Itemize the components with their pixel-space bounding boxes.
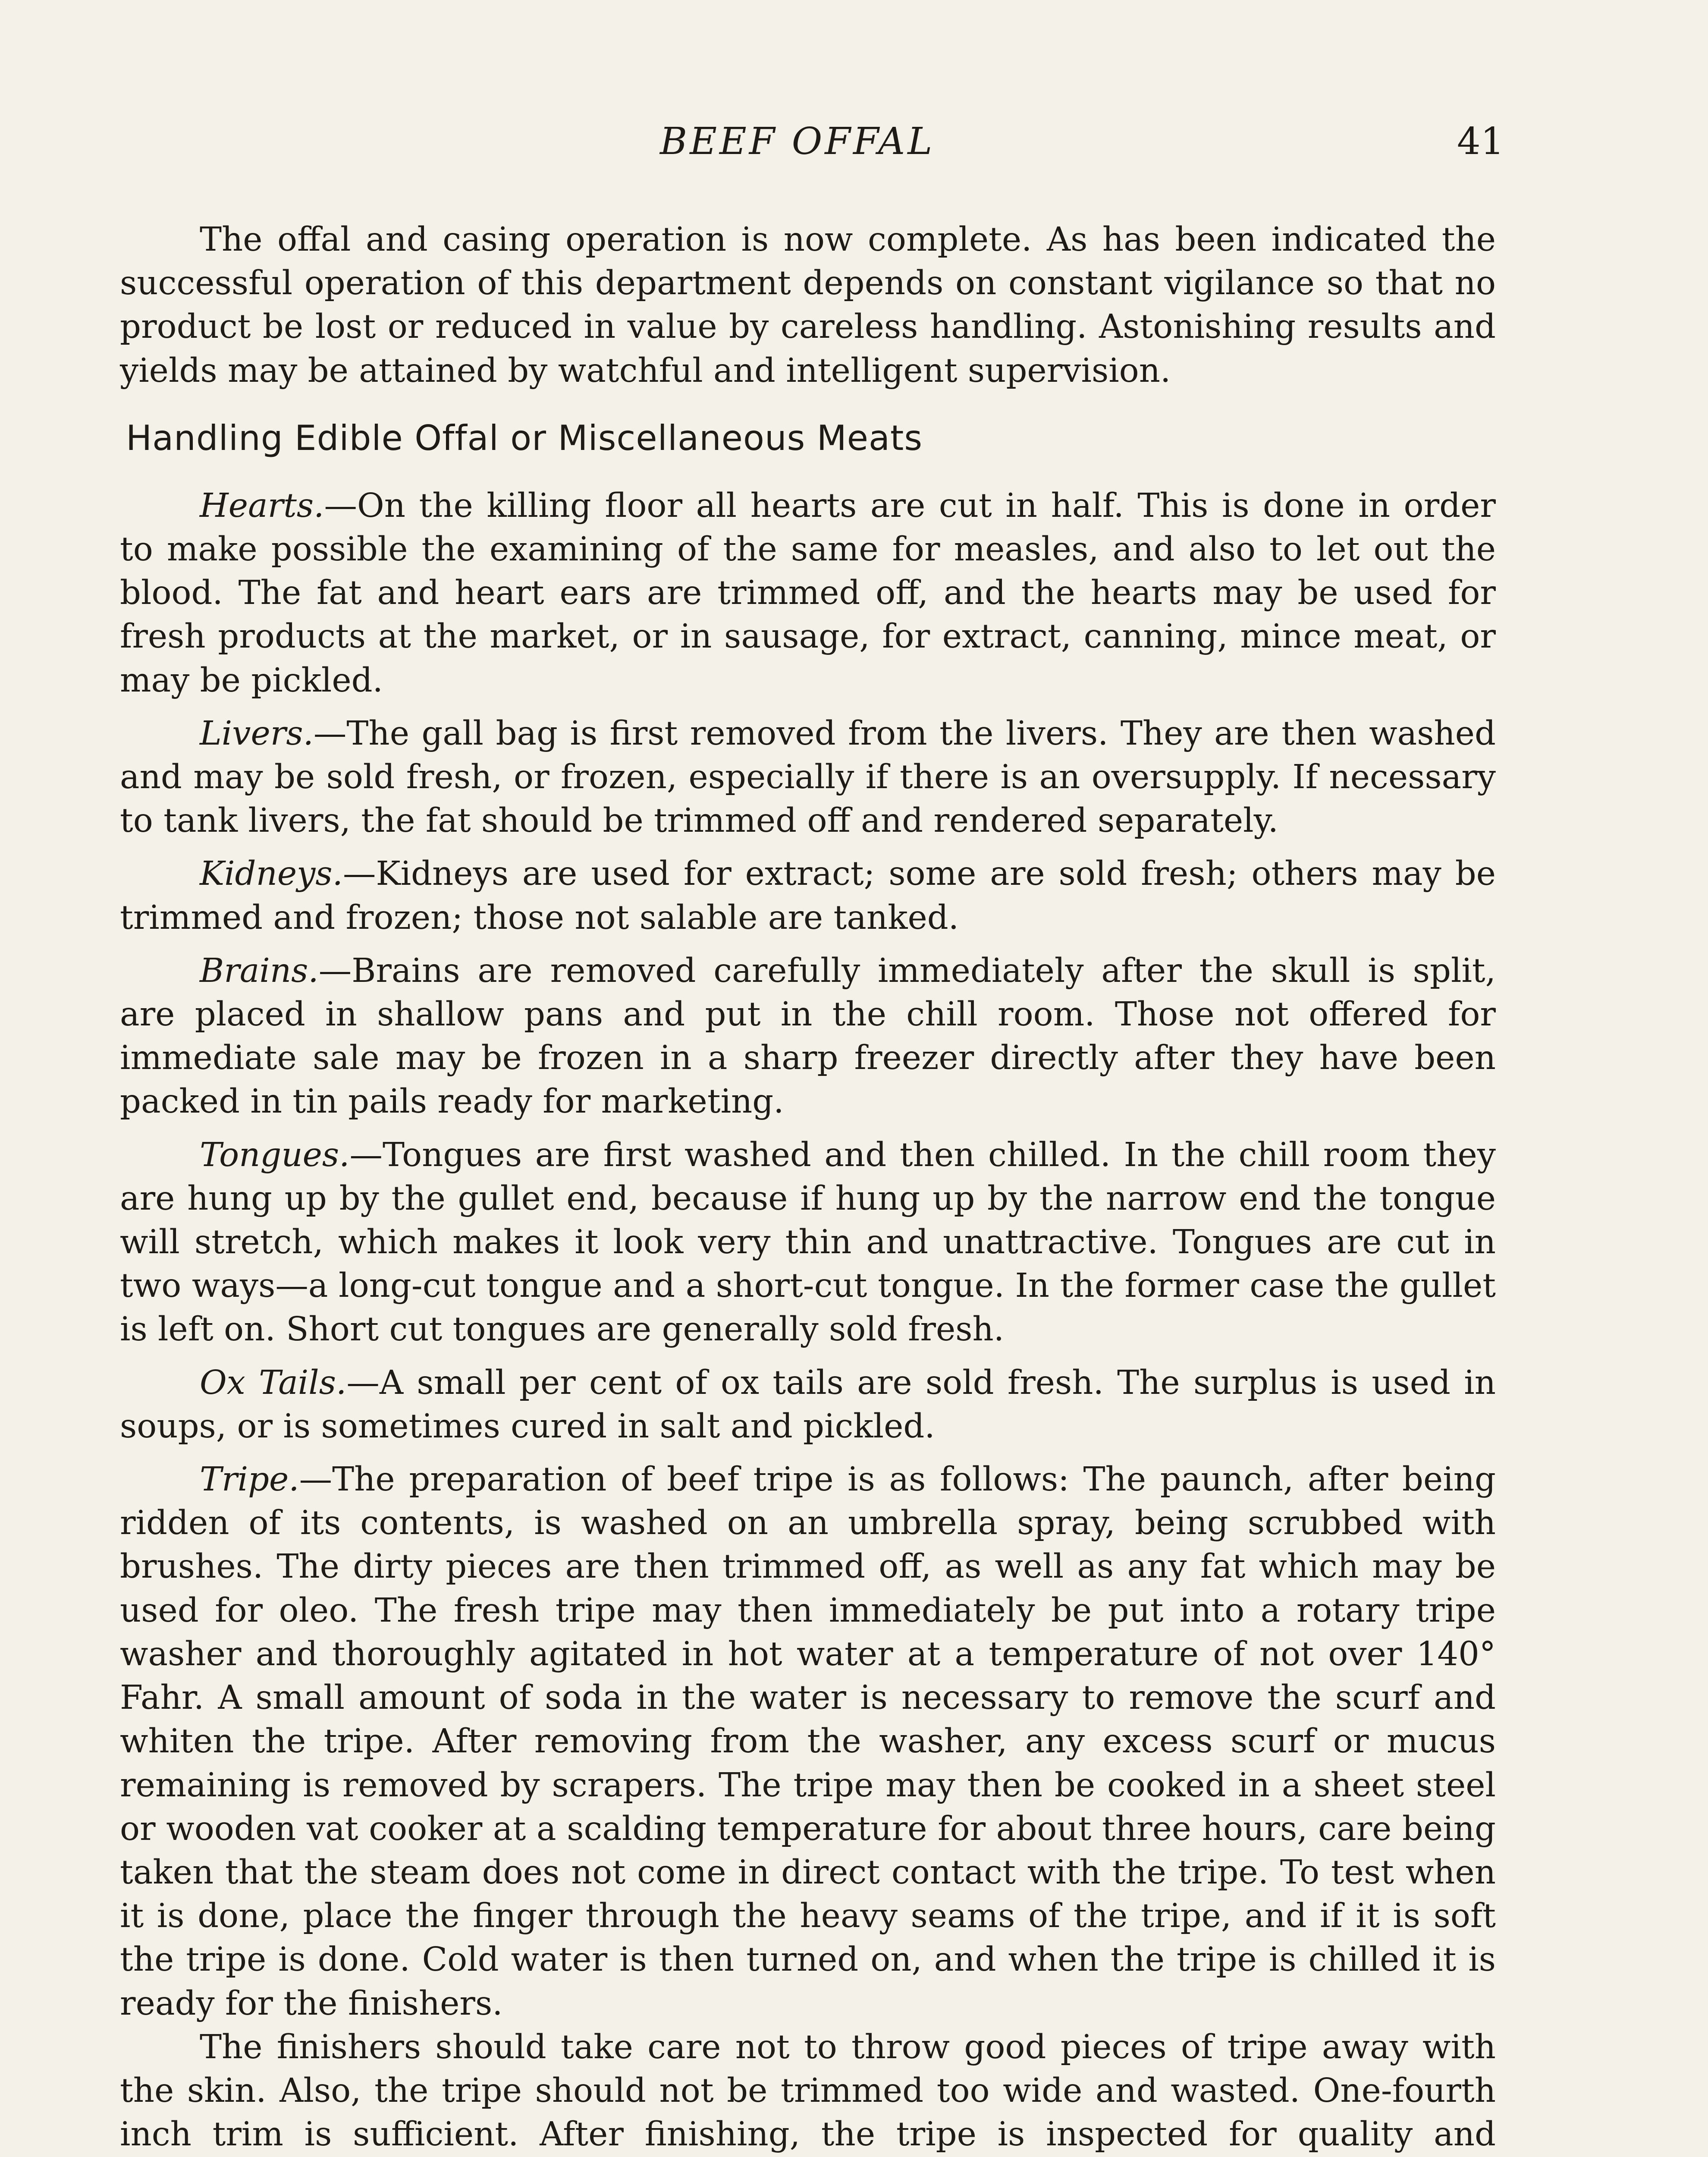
entry-brains (120, 949, 1496, 1124)
entry-tripe (120, 1458, 1496, 2025)
entry-livers (120, 712, 1496, 843)
entry-text: —On the killing floor all hearts are cut in half. This is done in order to make possible the examining of the same for measles, and also to let out the blood. The fat and heart ears are trimmed off, and the hearts may be used for fresh products at the market, or in sausage, for extract, canning, mince meat, or may be pickled. (120, 486, 1496, 700)
entry-term: Kidneys. (200, 855, 343, 893)
entry-term: Brains. (200, 951, 319, 990)
entry-term: Tripe. (200, 1460, 299, 1499)
page-body (120, 218, 1496, 2157)
closing-paragraph: The finishers should take care not to throw good pieces of tripe away with the skin. Also, the tripe should not be trimmed too wide and wasted. One-fourth inch trim is sufficient. After finishing, the tripe is inspected for quality and (120, 2028, 1496, 2154)
entry-hearts (120, 484, 1496, 702)
page-number: 41 (1457, 120, 1504, 163)
entry-text: —The gall bag is first removed from the livers. They are then washed and may be sold fresh, or frozen, especially if there is an oversupply. If necessary to tank livers, the fat should be trimmed off and rendered separately. (120, 714, 1496, 840)
entry-term: Livers. (200, 714, 314, 753)
entry-term: Tongues. (200, 1135, 350, 1174)
entry-text: —The preparation of beef tripe is as follows: The paunch, after being ridden of its contents, is washed on an umbrella spray, being scrubbed with brushes. The dirty pieces are then trimmed off, as well as any fat which may be used for oleo. The fresh tripe may then immediately be put into a rotary tripe washer and thoroughly agitated in hot water at a temperature of not over 140° Fahr. A small amount of soda in the water is necessary to remove the scurf and whiten the tripe. After removing from the washer, any excess scurf or mucus remaining is removed by scrapers. The tripe may then be cooked in a sheet steel or wooden vat cooker at a scalding temperature for about three hours, care being taken that the steam does not come in direct contact with the tripe. To test when it is done, place the finger through the heavy seams of the tripe, and if it is soft the tripe is done. Cold water is then turned on, and when the tripe is chilled it is ready for the finishers. (120, 1460, 1496, 2023)
entry-ox-tails (120, 1361, 1496, 1448)
entry-text: —Tongues are first washed and then chilled. In the chill room they are hung up by the gullet end, because if hung up by the narrow end the tongue will stretch, which makes it look very thin and unattractive. Tongues are cut in two ways—a long-cut tongue and a short-cut tongue. In the former case the gullet is left on. Short cut tongues are generally sold fresh. (120, 1135, 1496, 1349)
entry-text: —Kidneys are used for extract; some are sold fresh; others may be trimmed and frozen; those not salable are tanked. (120, 855, 1496, 937)
intro-paragraph: The offal and casing operation is now complete. As has been indicated the successful operation of this department depends on constant vigilance so that no product be lost or reduced in value by careless handling. Astonishing results and yields may be attained by watchful and intelligent supervision. (120, 220, 1496, 390)
entry-text: —Brains are removed carefully immediately after the skull is split, are placed in shallow pans and put in the chill room. Those not offered for immediate sale may be frozen in a sharp freezer directly after they have been packed in tin pails ready for marketing. (120, 951, 1496, 1121)
entry-term: Ox Tails. (200, 1363, 347, 1402)
running-title: BEEF OFFAL (660, 120, 935, 163)
entry-kidneys (120, 852, 1496, 939)
section-heading: Handling Edible Offal or Miscellaneous Meats (126, 418, 923, 458)
entry-term: Hearts. (200, 486, 324, 525)
entry-text: —A small per cent of ox tails are sold fresh. The surplus is used in soups, or is sometimes cured in salt and pickled. (120, 1363, 1496, 1446)
entry-tongues (120, 1133, 1496, 1352)
